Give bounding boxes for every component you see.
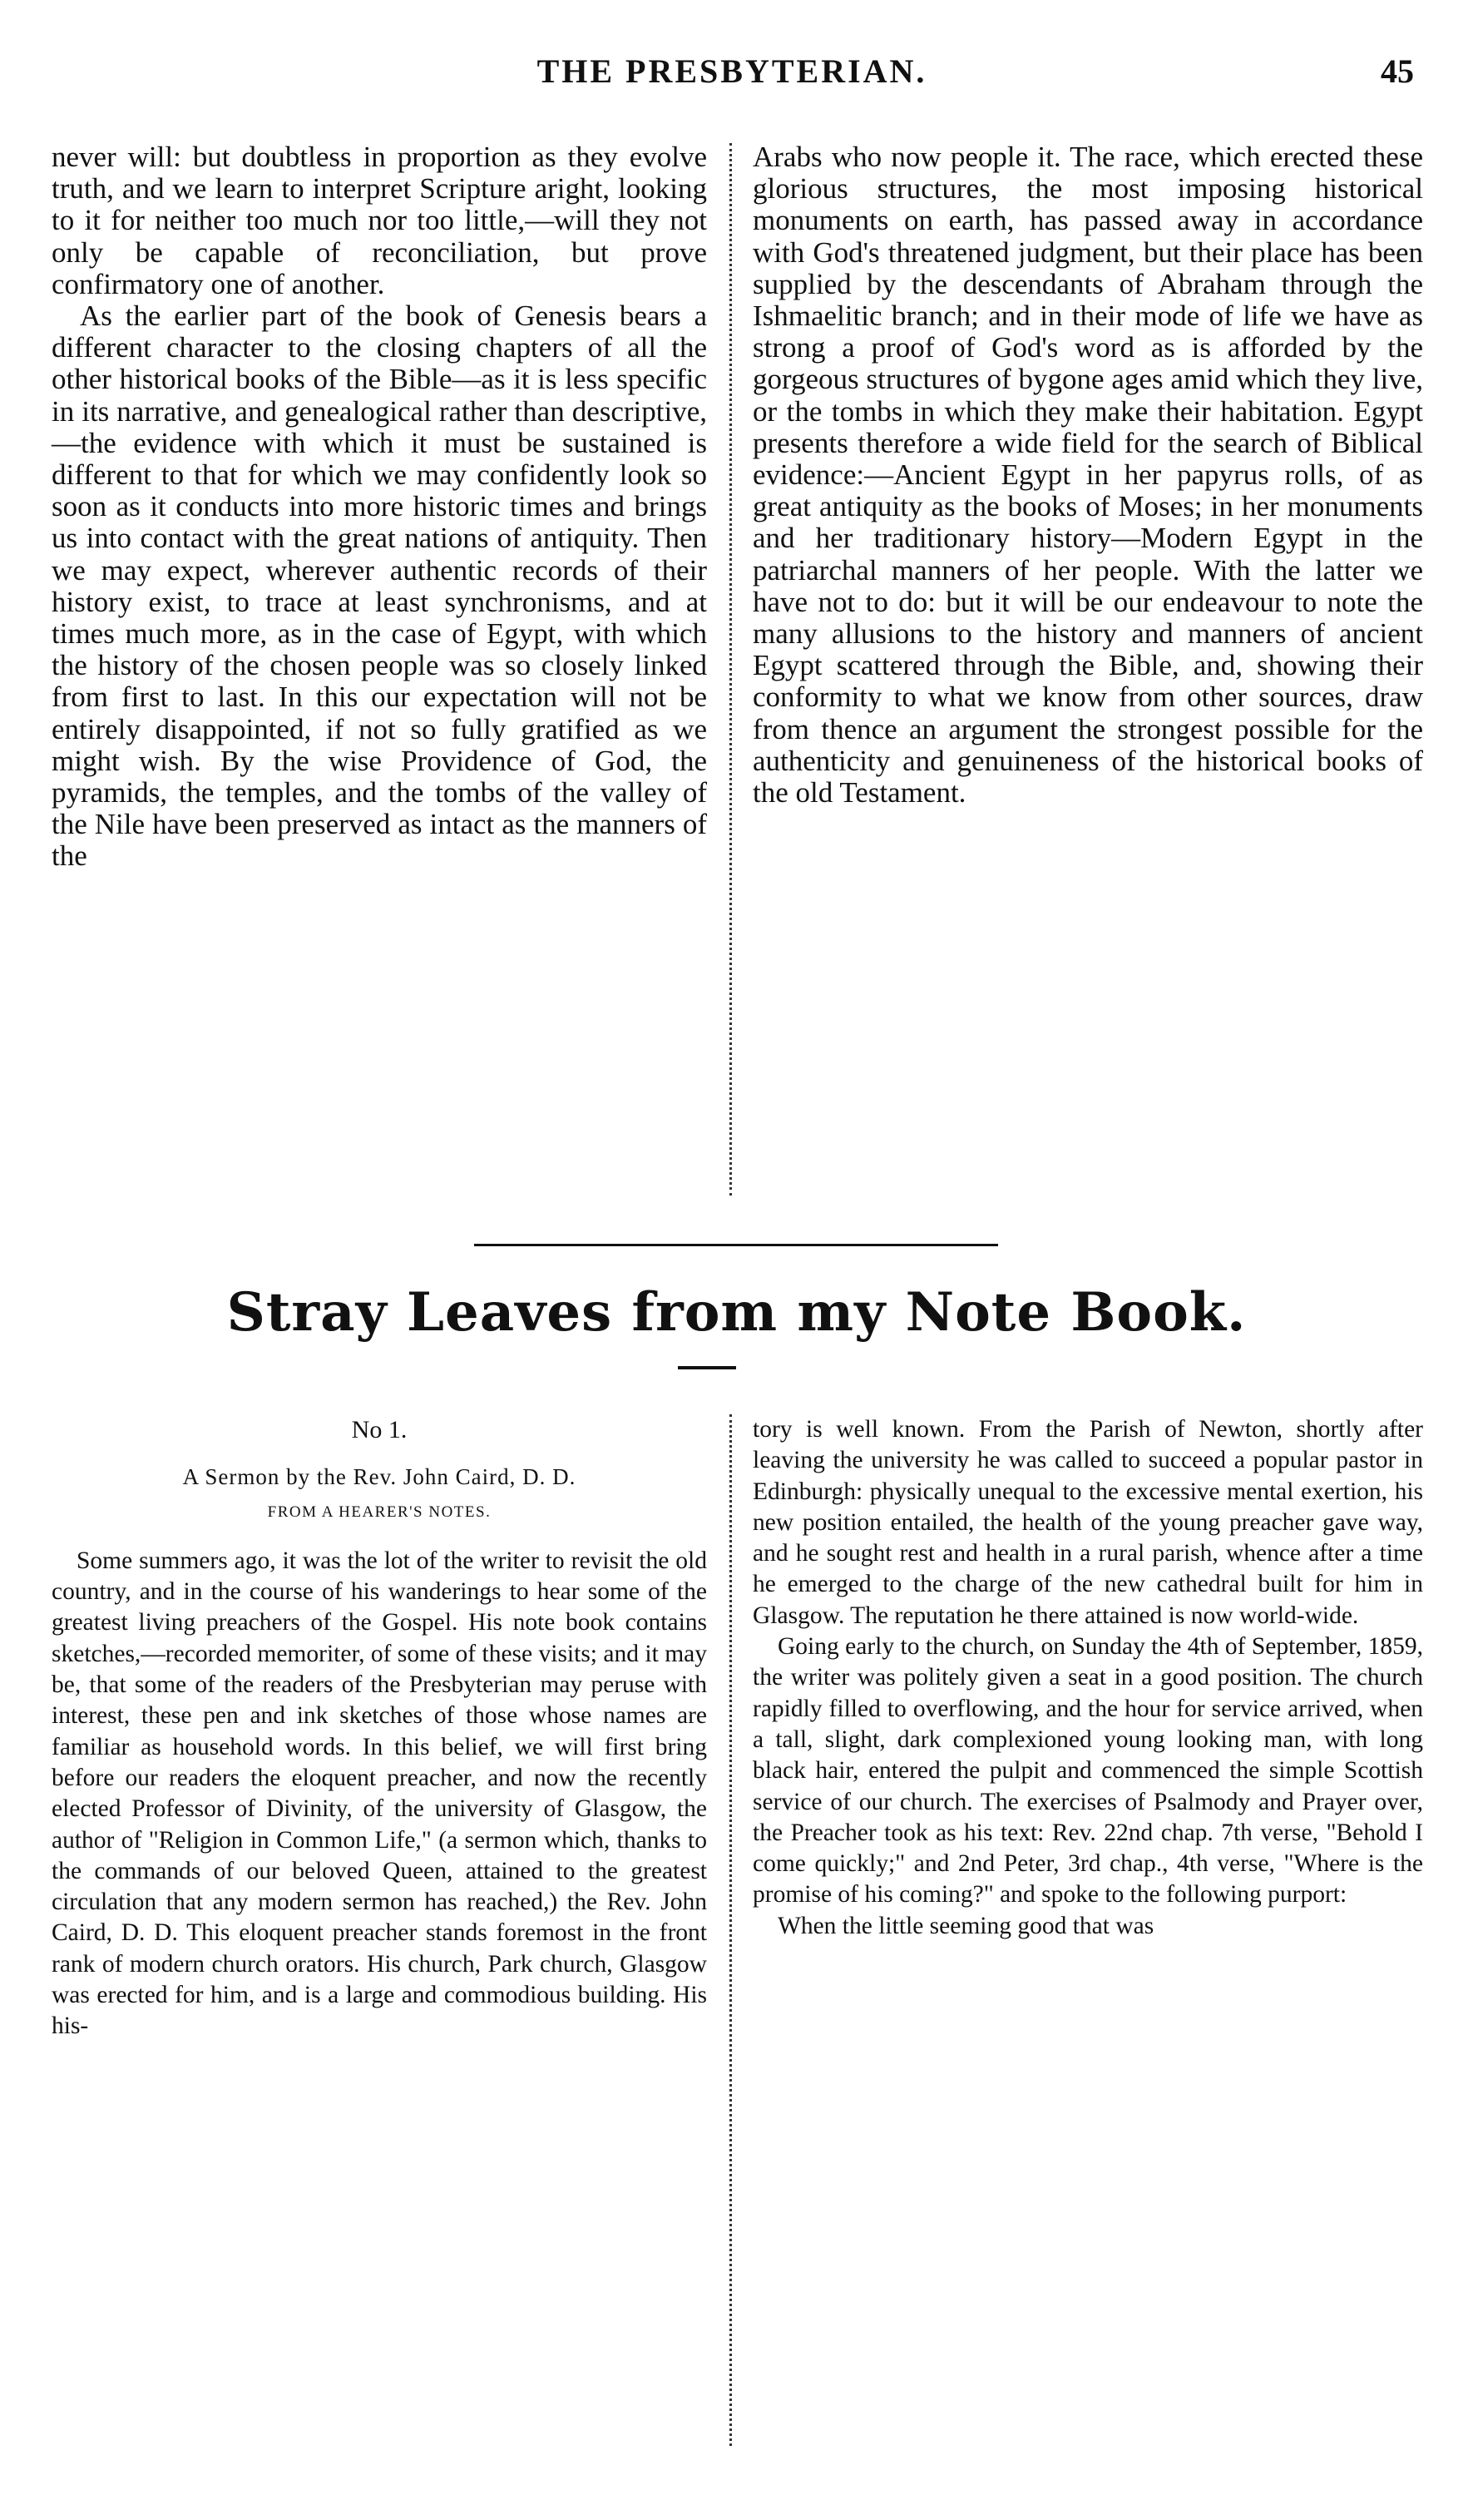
article-source: FROM A HEARER'S NOTES. <box>267 1503 492 1521</box>
top-right-column <box>753 141 1423 809</box>
bottom-right-column <box>753 1414 1423 1942</box>
column-divider <box>729 1414 732 2446</box>
paragraph: Arabs who now people it. The race, which erected these glorious structures, the most imposing historical monuments on earth, has passed away in accordance with God's threatened judgment, but their place has been supplied by the descendants of Abraham through the Ishmaelitic branch; and in their mode of life we have as strong a proof of God's word as is afforded by the gorgeous structures of bygone ages amid which they live, or the tombs in which they make their habitation. Egypt presents therefore a wide field for the search of Biblical evidence:—Ancient Egypt in her papyrus rolls, of as great antiquity as the books of Moses; in her monuments and her traditionary history—Modern Egypt in the patriarchal manners of her people. With the latter we have not to do: but it will be our endeavour to note the many allusions to the history and manners of ancient Egypt scattered through the Bible, and, showing their conformity to what we know from other sources, draw from thence an argument the strongest possible for the authenticity and genuineness of the historical books of the old Testament. <box>753 141 1423 809</box>
section-heading: Stray Leaves from my Note Book. <box>226 1281 1247 1344</box>
page-number: 45 <box>1381 52 1414 90</box>
paragraph: When the little seeming good that was <box>778 1912 1154 1939</box>
article-title: A Sermon by the Rev. John Caird, D. D. <box>182 1464 576 1490</box>
paragraph: Some summers ago, it was the lot of the writer to revisit the old country, and in the course of his wanderings to hear some of the greatest living preachers of the Gospel. His note book contains sketches,—recorded memoriter, of some of these visits; and it may be, that some of the readers of the Presbyterian may peruse with interest, these pen and ink sketches of those whose names are familiar as household words. In this belief, we will first bring before our readers the eloquent preacher, and now the recently elected Professor of Divinity, of the university of Glasgow, the author of "Religion in Common Life," (a sermon which, thanks to the commands of our beloved Queen, attained to the greatest circulation that any modern sermon has reached,) the Rev. John Caird, D. D. This eloquent preacher stands foremost in the front rank of modern church orators. His church, Park church, Glasgow was erected for him, and is a large and commodious building. His his- <box>52 1547 707 2040</box>
top-left-column <box>52 141 707 873</box>
heading-rule <box>678 1366 736 1369</box>
article-number: No 1. <box>351 1416 408 1443</box>
paragraph: never will: but doubtless in proportion as they evolve truth, and we learn to interpret Scripture aright, looking to it for neither too much nor too little,—will they not only be capable of reconciliation, but prove confirmatory one of another. <box>52 141 707 300</box>
bottom-left-column <box>52 1414 707 2042</box>
paragraph: tory is well known. From the Parish of Newton, shortly after leaving the university he was called to succeed a popular pastor in Edinburgh: physically unequal to the excessive mental exertion, his new position entailed, the health of the young preacher gave way, and he sought rest and health in a rural parish, whence after a time he emerged to the charge of the new cathedral built for him in Glasgow. The reputation he there attained is now world-wide. <box>753 1416 1423 1629</box>
paragraph: Going early to the church, on Sunday the 4th of September, 1859, the writer was politely given a seat in a good position. The church rapidly filled to overflowing, and the hour for service arrived, when a tall, slight, dark complexioned young looking man, with long black hair, entered the pulpit and commenced the simple Scottish service of our church. The exercises of Psalmody and Prayer over, the Preacher took as his text: Rev. 22nd chap. 7th verse, "Behold I come quickly;" and 2nd Peter, 3rd chap., 4th verse, "Where is the promise of his coming?" and spoke to the following purport: <box>753 1633 1423 1909</box>
running-head: THE PRESBYTERIAN. <box>536 52 927 90</box>
page-header <box>50 52 1414 101</box>
column-divider <box>729 143 732 1196</box>
paragraph: As the earlier part of the book of Genesis bears a different character to the closing chapters of all the other historical books of the Bible—as it is less specific in its narrative, and genealogical rather than descriptive,—the evidence with which it must be sustained is different to that for which we may confidently look so soon as it conducts into more historic times and brings us into contact with the great nations of antiquity. Then we may expect, wherever authentic records of their history exist, to trace at least synchronisms, and at times much more, as in the case of Egypt, with which the history of the chosen people was so closely linked from first to last. In this our expectation will not be entirely disappointed, if not so fully gratified as we might wish. By the wise Providence of God, the pyramids, the temples, and the tombs of the valley of the Nile have been preserved as intact as the manners of the <box>52 300 707 873</box>
section-rule <box>474 1244 998 1246</box>
